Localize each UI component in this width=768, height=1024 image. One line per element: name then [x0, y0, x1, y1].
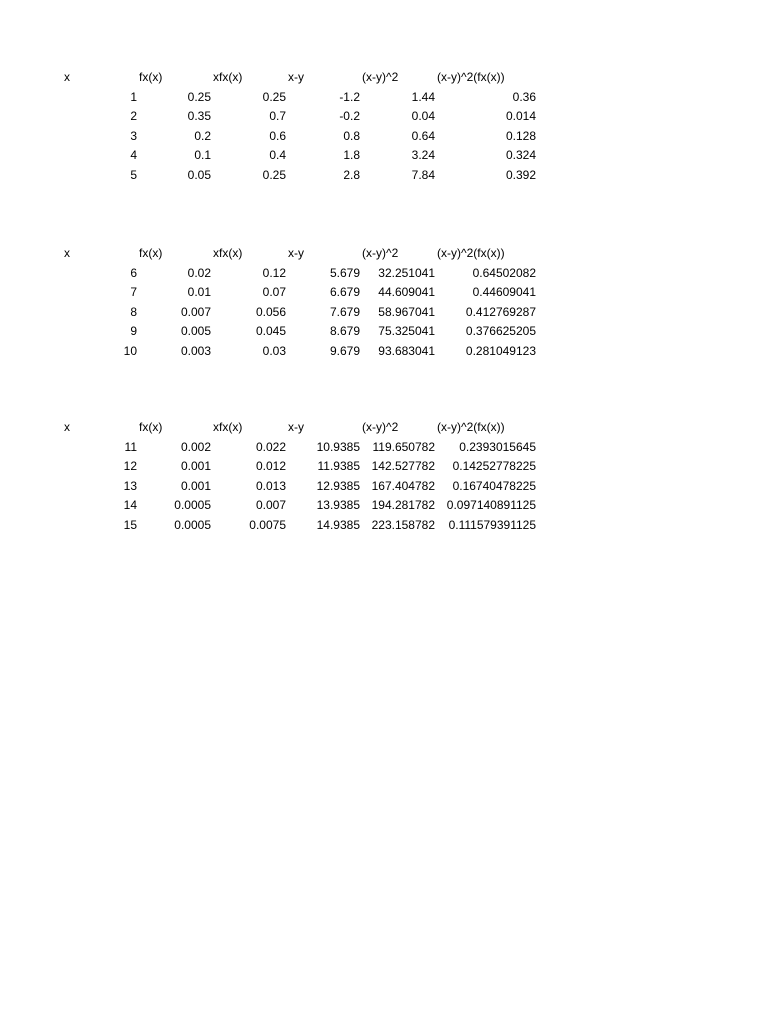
cell-x-minus-y: -1.2	[339, 89, 360, 104]
cell-x-minus-y-squared: 32.251041	[378, 265, 435, 280]
cell-xfx: 0.045	[255, 324, 286, 338]
cell-x-minus-y-squared: 194.281782	[371, 498, 435, 512]
cell-x: 4	[130, 148, 137, 162]
cell-x: 6	[130, 265, 137, 280]
header-x-minus-y-squared: (x-y)^2	[362, 246, 399, 260]
table-row	[0, 107, 768, 127]
cell-x-minus-y: 7.679	[329, 304, 360, 319]
table-row	[0, 322, 768, 342]
cell-x: 9	[130, 324, 137, 338]
header-fx: fx(x)	[139, 420, 163, 434]
cell-x-minus-y-squared: 7.84	[411, 167, 435, 182]
cell-x: 5	[130, 167, 137, 182]
header-x: x	[64, 70, 70, 84]
cell-weighted-squared: 0.392	[505, 167, 536, 182]
cell-x-minus-y: 13.9385	[316, 498, 360, 512]
cell-weighted-squared: 0.16740478225	[452, 478, 536, 493]
header-x: x	[64, 246, 70, 260]
header-fx: fx(x)	[139, 246, 163, 260]
cell-xfx: 0.03	[262, 343, 286, 358]
cell-x: 10	[123, 343, 137, 358]
cell-xfx: 0.07	[262, 285, 286, 299]
header-x: x	[64, 420, 70, 434]
cell-weighted-squared: 0.111579391125	[448, 517, 536, 532]
cell-weighted-squared: 0.128	[505, 128, 536, 143]
table-row	[0, 342, 768, 362]
table-row	[0, 264, 768, 284]
header-weighted-squared: (x-y)^2(fx(x))	[437, 246, 505, 260]
cell-x-minus-y: 11.9385	[317, 459, 360, 473]
cell-weighted-squared: 0.2393015645	[459, 439, 536, 454]
table-2	[0, 244, 768, 361]
cell-x-minus-y-squared: 167.404782	[371, 478, 435, 493]
cell-x: 12	[123, 459, 137, 473]
cell-weighted-squared: 0.44609041	[472, 285, 536, 299]
table-row	[0, 303, 768, 323]
table-row	[0, 496, 768, 516]
table-row	[0, 516, 768, 536]
header-row	[0, 244, 768, 264]
cell-x-minus-y: -0.2	[339, 109, 360, 123]
header-weighted-squared: (x-y)^2(fx(x))	[437, 420, 505, 434]
cell-x: 8	[130, 304, 137, 319]
cell-x-minus-y: 0.8	[343, 128, 360, 143]
header-x-minus-y-squared: (x-y)^2	[362, 420, 399, 434]
cell-x-minus-y-squared: 3.24	[411, 148, 435, 162]
cell-xfx: 0.12	[262, 265, 286, 280]
cell-fx: 0.02	[187, 265, 211, 280]
cell-x: 11	[124, 439, 137, 454]
cell-xfx: 0.6	[269, 128, 286, 143]
table-row	[0, 438, 768, 458]
cell-fx: 0.0005	[174, 517, 211, 532]
cell-fx: 0.25	[187, 89, 211, 104]
cell-weighted-squared: 0.64502082	[472, 265, 536, 280]
cell-x-minus-y: 6.679	[329, 285, 360, 299]
cell-x: 7	[130, 285, 137, 299]
cell-xfx: 0.007	[255, 498, 286, 512]
cell-xfx: 0.25	[262, 167, 286, 182]
header-x-minus-y: x-y	[288, 420, 304, 434]
table-row	[0, 166, 768, 186]
cell-x: 14	[123, 498, 137, 512]
table-row	[0, 457, 768, 477]
cell-xfx: 0.013	[255, 478, 286, 493]
table-row	[0, 283, 768, 303]
cell-x-minus-y-squared: 58.967041	[378, 304, 435, 319]
cell-x-minus-y: 8.679	[329, 324, 360, 338]
cell-x: 2	[130, 109, 137, 123]
cell-weighted-squared: 0.14252778225	[452, 459, 536, 473]
cell-weighted-squared: 0.324	[505, 148, 536, 162]
cell-x-minus-y: 1.8	[343, 148, 360, 162]
cell-x-minus-y-squared: 119.650782	[372, 439, 435, 454]
header-xfx: xfx(x)	[213, 420, 243, 434]
cell-x-minus-y-squared: 0.64	[411, 128, 435, 143]
cell-x: 13	[123, 478, 137, 493]
cell-x: 15	[123, 517, 137, 532]
header-row	[0, 68, 768, 88]
cell-x-minus-y-squared: 44.609041	[378, 285, 435, 299]
cell-x: 1	[130, 89, 137, 104]
cell-x-minus-y: 12.9385	[316, 478, 360, 493]
header-xfx: xfx(x)	[213, 70, 243, 84]
cell-weighted-squared: 0.36	[512, 89, 536, 104]
table-row	[0, 88, 768, 108]
header-row	[0, 418, 768, 438]
cell-xfx: 0.012	[255, 459, 286, 473]
table-1	[0, 68, 768, 185]
cell-xfx: 0.056	[255, 304, 286, 319]
cell-x-minus-y-squared: 142.527782	[371, 459, 435, 473]
cell-weighted-squared: 0.014	[505, 109, 536, 123]
cell-fx: 0.2	[194, 128, 211, 143]
cell-x-minus-y-squared: 223.158782	[371, 517, 435, 532]
cell-fx: 0.1	[194, 148, 211, 162]
cell-x-minus-y-squared: 0.04	[411, 109, 435, 123]
cell-x-minus-y-squared: 1.44	[411, 89, 435, 104]
header-xfx: xfx(x)	[213, 246, 243, 260]
cell-fx: 0.01	[187, 285, 211, 299]
cell-fx: 0.001	[180, 478, 211, 493]
header-fx: fx(x)	[139, 70, 163, 84]
cell-fx: 0.005	[180, 324, 211, 338]
cell-fx: 0.003	[180, 343, 211, 358]
cell-fx: 0.002	[180, 439, 211, 454]
cell-weighted-squared: 0.281049123	[465, 343, 536, 358]
cell-x-minus-y: 10.9385	[316, 439, 360, 454]
cell-x-minus-y: 14.9385	[316, 517, 360, 532]
cell-x-minus-y: 2.8	[343, 167, 360, 182]
cell-weighted-squared: 0.376625205	[465, 324, 536, 338]
cell-xfx: 0.25	[262, 89, 286, 104]
cell-x-minus-y-squared: 75.325041	[378, 324, 435, 338]
cell-fx: 0.05	[187, 167, 211, 182]
header-weighted-squared: (x-y)^2(fx(x))	[437, 70, 505, 84]
table-3	[0, 418, 768, 535]
header-x-minus-y: x-y	[288, 70, 304, 84]
cell-xfx: 0.4	[269, 148, 286, 162]
cell-weighted-squared: 0.097140891125	[446, 498, 536, 512]
table-row	[0, 146, 768, 166]
cell-fx: 0.0005	[174, 498, 211, 512]
cell-xfx: 0.7	[269, 109, 286, 123]
cell-xfx: 0.022	[255, 439, 286, 454]
header-x-minus-y: x-y	[288, 246, 304, 260]
table-row	[0, 477, 768, 497]
cell-x-minus-y-squared: 93.683041	[378, 343, 435, 358]
cell-fx: 0.001	[180, 459, 211, 473]
header-x-minus-y-squared: (x-y)^2	[362, 70, 399, 84]
cell-x-minus-y: 9.679	[329, 343, 360, 358]
cell-x: 3	[130, 128, 137, 143]
cell-weighted-squared: 0.412769287	[465, 304, 536, 319]
cell-fx: 0.35	[187, 109, 211, 123]
cell-fx: 0.007	[180, 304, 211, 319]
table-row	[0, 127, 768, 147]
cell-x-minus-y: 5.679	[329, 265, 360, 280]
cell-xfx: 0.0075	[249, 517, 286, 532]
